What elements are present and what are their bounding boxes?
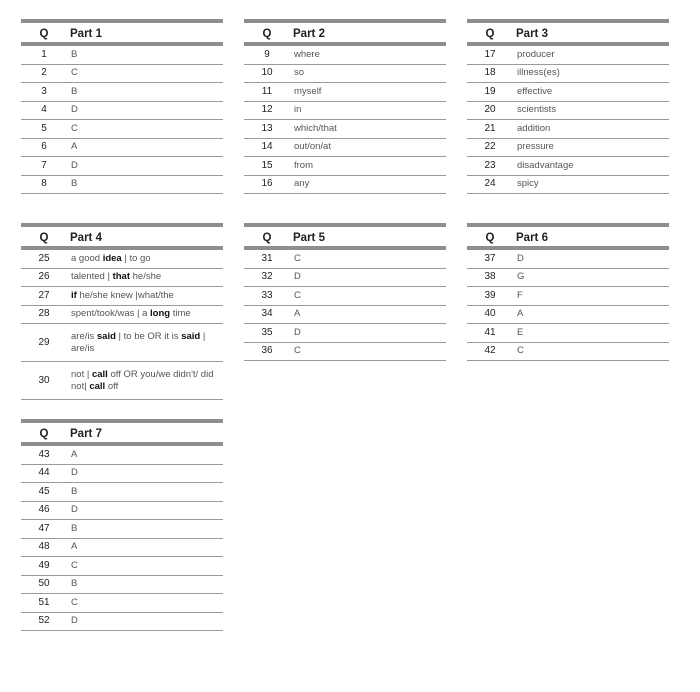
part-2-table <box>244 19 446 194</box>
answer-row <box>21 501 223 520</box>
answer: D <box>293 268 446 287</box>
table-header-row <box>21 21 223 44</box>
answer: B <box>70 44 223 64</box>
question-number: 36 <box>244 342 293 361</box>
table-header-row <box>21 421 223 444</box>
question-number: 40 <box>467 305 516 324</box>
answer: D <box>70 612 223 631</box>
question-number: 27 <box>21 287 70 306</box>
part-title: Part 6 <box>516 225 669 248</box>
question-number: 38 <box>467 268 516 287</box>
answer-row <box>467 101 669 120</box>
question-number: 22 <box>467 138 516 157</box>
question-number: 25 <box>21 248 70 268</box>
answer: any <box>293 175 446 194</box>
answer: myself <box>293 83 446 102</box>
answer: A <box>70 538 223 557</box>
answer: B <box>70 520 223 539</box>
question-number: 29 <box>21 324 70 362</box>
answer: C <box>293 342 446 361</box>
part-title: Part 4 <box>70 225 223 248</box>
answer-row <box>467 157 669 176</box>
answer: producer <box>516 44 669 64</box>
answer-keyword: said <box>96 330 116 342</box>
question-number: 3 <box>21 83 70 102</box>
table-header-row <box>244 225 446 248</box>
answer: D <box>70 101 223 120</box>
answer-row <box>467 342 669 361</box>
question-number: 11 <box>244 83 293 102</box>
question-number: 5 <box>21 120 70 139</box>
question-number: 33 <box>244 287 293 306</box>
part-title: Part 7 <box>70 421 223 444</box>
answer-row <box>21 520 223 539</box>
answer-text: he/she <box>129 271 162 283</box>
question-number: 51 <box>21 594 70 613</box>
answer: from <box>293 157 446 176</box>
answer-row <box>467 324 669 343</box>
question-number: 52 <box>21 612 70 631</box>
answer-text: spent/took/was | a <box>71 308 151 320</box>
answer-row <box>244 342 446 361</box>
question-number: 14 <box>244 138 293 157</box>
question-number: 2 <box>21 64 70 83</box>
answer: C <box>293 248 446 268</box>
answer-row <box>21 120 223 139</box>
answer: D <box>293 324 446 343</box>
question-number: 6 <box>21 138 70 157</box>
answer: A <box>516 305 669 324</box>
answer: scientists <box>516 101 669 120</box>
answer: illness(es) <box>516 64 669 83</box>
question-number: 24 <box>467 175 516 194</box>
answer-row <box>467 64 669 83</box>
question-number: 7 <box>21 157 70 176</box>
q-column-header: Q <box>21 21 70 44</box>
answer-row <box>467 248 669 268</box>
answer-keyword: long <box>150 308 171 320</box>
part-3-table <box>467 19 669 194</box>
answer-text: he/she knew |what/the <box>76 289 174 301</box>
q-column-header: Q <box>467 21 516 44</box>
answer-row <box>467 268 669 287</box>
answer: C <box>70 557 223 576</box>
answer-row <box>467 138 669 157</box>
part-1-table <box>21 19 223 194</box>
answer-row <box>467 287 669 306</box>
answer: D <box>70 464 223 483</box>
table-header-row <box>244 21 446 44</box>
answer-row <box>21 575 223 594</box>
answer-row <box>244 83 446 102</box>
question-number: 48 <box>21 538 70 557</box>
answer: G <box>516 268 669 287</box>
question-number: 23 <box>467 157 516 176</box>
question-number: 30 <box>21 362 70 400</box>
question-number: 43 <box>21 444 70 464</box>
question-number: 44 <box>21 464 70 483</box>
question-number: 19 <box>467 83 516 102</box>
answer: C <box>70 594 223 613</box>
question-number: 17 <box>467 44 516 64</box>
answer: B <box>70 175 223 194</box>
answer-row <box>21 64 223 83</box>
part-4-table <box>21 223 223 400</box>
answer-text: off OR you/we didn't/ did not| <box>71 368 214 392</box>
answer: A <box>70 138 223 157</box>
part-7-table <box>21 419 223 631</box>
answer-text: not | <box>71 368 92 380</box>
question-number: 16 <box>244 175 293 194</box>
answer-row <box>21 594 223 613</box>
question-number: 21 <box>467 120 516 139</box>
question-number: 15 <box>244 157 293 176</box>
question-number: 35 <box>244 324 293 343</box>
answer <box>70 324 223 362</box>
answer-row <box>244 138 446 157</box>
answer-row <box>21 157 223 176</box>
answer-row <box>467 120 669 139</box>
part-title: Part 1 <box>70 21 223 44</box>
question-number: 8 <box>21 175 70 194</box>
answer-row <box>21 248 223 268</box>
table-header-row <box>467 225 669 248</box>
answer-row <box>21 362 223 400</box>
answer: F <box>516 287 669 306</box>
answer: D <box>70 157 223 176</box>
answer-row <box>244 268 446 287</box>
answer-row <box>21 557 223 576</box>
question-number: 28 <box>21 305 70 324</box>
q-column-header: Q <box>244 225 293 248</box>
answer: out/on/at <box>293 138 446 157</box>
answer-row <box>467 44 669 64</box>
question-number: 13 <box>244 120 293 139</box>
part-5-table <box>244 223 446 361</box>
answer-row <box>244 157 446 176</box>
question-number: 4 <box>21 101 70 120</box>
question-number: 50 <box>21 575 70 594</box>
answer: B <box>70 575 223 594</box>
answer-keyword: that <box>112 271 130 283</box>
answer-row <box>244 175 446 194</box>
answer-row <box>244 324 446 343</box>
answer-text: | are/is <box>71 330 206 354</box>
answer-row <box>244 120 446 139</box>
answer <box>70 248 223 268</box>
answer-text: are/is <box>71 330 97 342</box>
answer-text: time <box>170 308 191 320</box>
answer-row <box>21 305 223 324</box>
answer-text: | to be OR it is <box>115 330 182 342</box>
answer: where <box>293 44 446 64</box>
table-header-row <box>21 225 223 248</box>
answer: B <box>70 483 223 502</box>
question-number: 37 <box>467 248 516 268</box>
answer: in <box>293 101 446 120</box>
answer-row <box>21 483 223 502</box>
answer: E <box>516 324 669 343</box>
part-title: Part 3 <box>516 21 669 44</box>
question-number: 32 <box>244 268 293 287</box>
answer-row <box>244 64 446 83</box>
answer: addition <box>516 120 669 139</box>
question-number: 12 <box>244 101 293 120</box>
answer <box>70 305 223 324</box>
answer: disadvantage <box>516 157 669 176</box>
answer: A <box>70 444 223 464</box>
answer: C <box>293 287 446 306</box>
question-number: 45 <box>21 483 70 502</box>
answer-text: talented | <box>71 271 113 283</box>
answer: which/that <box>293 120 446 139</box>
answer: C <box>70 64 223 83</box>
part-title: Part 2 <box>293 21 446 44</box>
q-column-header: Q <box>21 421 70 444</box>
answer: A <box>293 305 446 324</box>
answer-row <box>21 324 223 362</box>
answer-row <box>21 44 223 64</box>
answer-row <box>244 248 446 268</box>
answer <box>70 362 223 400</box>
table-header-row <box>467 21 669 44</box>
answer: C <box>516 342 669 361</box>
answer: pressure <box>516 138 669 157</box>
answer-keyword: call <box>91 368 108 380</box>
answer-row <box>467 305 669 324</box>
answer: so <box>293 64 446 83</box>
answer: D <box>70 501 223 520</box>
question-number: 46 <box>21 501 70 520</box>
answer-row <box>244 305 446 324</box>
answer-keyword: call <box>89 380 106 392</box>
answer-text: a good <box>71 252 103 264</box>
answer-row <box>244 287 446 306</box>
answer: C <box>70 120 223 139</box>
answer-row <box>467 83 669 102</box>
answer-row <box>21 444 223 464</box>
question-number: 10 <box>244 64 293 83</box>
answer-row <box>244 101 446 120</box>
question-number: 26 <box>21 268 70 287</box>
answer <box>70 268 223 287</box>
answer-row <box>21 138 223 157</box>
answer-text: off <box>105 380 119 392</box>
answer: B <box>70 83 223 102</box>
answer-row <box>21 268 223 287</box>
answer-row <box>244 44 446 64</box>
answer-keyword: if <box>71 289 77 301</box>
question-number: 49 <box>21 557 70 576</box>
answer-row <box>21 83 223 102</box>
answer-text: | to go <box>121 252 151 264</box>
answer: effective <box>516 83 669 102</box>
answer-keyword: idea <box>102 252 122 264</box>
question-number: 31 <box>244 248 293 268</box>
answer-row <box>467 175 669 194</box>
question-number: 20 <box>467 101 516 120</box>
answer-row <box>21 175 223 194</box>
question-number: 34 <box>244 305 293 324</box>
answer <box>70 287 223 306</box>
answer: spicy <box>516 175 669 194</box>
question-number: 1 <box>21 44 70 64</box>
answer-row <box>21 538 223 557</box>
answer-row <box>21 101 223 120</box>
answer-row <box>21 612 223 631</box>
q-column-header: Q <box>21 225 70 248</box>
part-title: Part 5 <box>293 225 446 248</box>
part-6-table <box>467 223 669 361</box>
question-number: 47 <box>21 520 70 539</box>
question-number: 39 <box>467 287 516 306</box>
answer-row <box>21 464 223 483</box>
question-number: 42 <box>467 342 516 361</box>
question-number: 18 <box>467 64 516 83</box>
question-number: 41 <box>467 324 516 343</box>
q-column-header: Q <box>467 225 516 248</box>
answer: D <box>516 248 669 268</box>
answer-keyword: said <box>181 330 201 342</box>
answer-row <box>21 287 223 306</box>
question-number: 9 <box>244 44 293 64</box>
q-column-header: Q <box>244 21 293 44</box>
